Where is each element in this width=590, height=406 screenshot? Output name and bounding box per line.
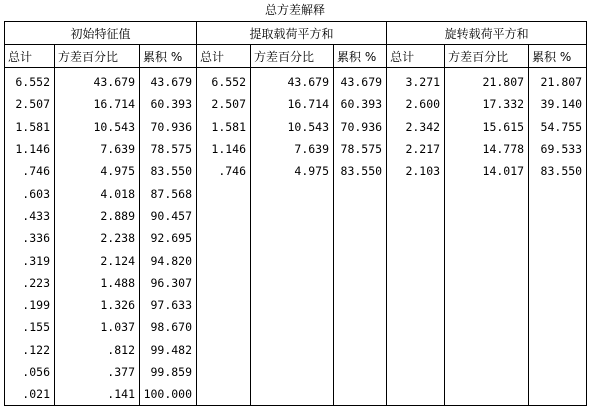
extract-total-cell xyxy=(197,272,251,294)
init-total-cell: 6.552 xyxy=(5,68,55,94)
extract-variance-pct-cell xyxy=(251,182,334,204)
col-header-total: 总计 xyxy=(387,45,445,68)
rotate-variance-pct-cell: 21.807 xyxy=(445,68,529,94)
init-total-cell: 1.146 xyxy=(5,138,55,160)
rotate-total-cell xyxy=(387,361,445,383)
init-total-cell: .122 xyxy=(5,339,55,361)
rotate-variance-pct-cell xyxy=(445,272,529,294)
rotate-cumulative-pct-cell xyxy=(529,383,587,406)
rotate-total-cell xyxy=(387,339,445,361)
init-variance-pct-cell: 4.018 xyxy=(55,182,140,204)
extract-cumulative-pct-cell xyxy=(334,272,387,294)
init-cumulative-pct-cell: 92.695 xyxy=(140,227,197,249)
rotate-total-cell: 2.600 xyxy=(387,93,445,115)
extract-cumulative-pct-cell: 60.393 xyxy=(334,93,387,115)
extract-total-cell xyxy=(197,294,251,316)
rotate-cumulative-pct-cell xyxy=(529,205,587,227)
extract-variance-pct-cell xyxy=(251,383,334,406)
extract-cumulative-pct-cell: 83.550 xyxy=(334,160,387,182)
extract-variance-pct-cell xyxy=(251,361,334,383)
rotate-variance-pct-cell xyxy=(445,182,529,204)
rotate-total-cell xyxy=(387,383,445,406)
extract-cumulative-pct-cell: 70.936 xyxy=(334,116,387,138)
rotate-total-cell: 2.103 xyxy=(387,160,445,182)
rotate-variance-pct-cell: 14.778 xyxy=(445,138,529,160)
table-row xyxy=(5,116,587,138)
table-row xyxy=(5,138,587,160)
table-row xyxy=(5,383,587,406)
rotate-variance-pct-cell xyxy=(445,227,529,249)
rotate-total-cell xyxy=(387,294,445,316)
extract-total-cell xyxy=(197,316,251,338)
col-header-cumulative-pct: 累积 % xyxy=(334,45,387,68)
init-variance-pct-cell: 2.124 xyxy=(55,249,140,271)
extract-variance-pct-cell: 43.679 xyxy=(251,68,334,94)
extract-variance-pct-cell xyxy=(251,272,334,294)
extract-cumulative-pct-cell xyxy=(334,339,387,361)
rotate-cumulative-pct-cell xyxy=(529,361,587,383)
init-total-cell: .021 xyxy=(5,383,55,406)
col-header-variance-pct: 方差百分比 xyxy=(251,45,334,68)
rotate-total-cell: 2.342 xyxy=(387,116,445,138)
table-row xyxy=(5,361,587,383)
table-row xyxy=(5,339,587,361)
rotate-total-cell xyxy=(387,227,445,249)
rotate-cumulative-pct-cell: 21.807 xyxy=(529,68,587,94)
extract-total-cell: 1.146 xyxy=(197,138,251,160)
extract-cumulative-pct-cell xyxy=(334,227,387,249)
rotate-variance-pct-cell xyxy=(445,294,529,316)
rotate-variance-pct-cell: 17.332 xyxy=(445,93,529,115)
init-variance-pct-cell: 16.714 xyxy=(55,93,140,115)
table-row xyxy=(5,272,587,294)
extract-variance-pct-cell: 10.543 xyxy=(251,116,334,138)
rotate-variance-pct-cell: 15.615 xyxy=(445,116,529,138)
rotate-total-cell: 3.271 xyxy=(387,68,445,94)
extract-variance-pct-cell xyxy=(251,249,334,271)
extract-variance-pct-cell xyxy=(251,339,334,361)
init-total-cell: .056 xyxy=(5,361,55,383)
extract-cumulative-pct-cell: 78.575 xyxy=(334,138,387,160)
init-cumulative-pct-cell: 96.307 xyxy=(140,272,197,294)
extract-variance-pct-cell: 4.975 xyxy=(251,160,334,182)
init-variance-pct-cell: 2.889 xyxy=(55,205,140,227)
init-variance-pct-cell: 10.543 xyxy=(55,116,140,138)
init-cumulative-pct-cell: 87.568 xyxy=(140,182,197,204)
rotate-cumulative-pct-cell xyxy=(529,249,587,271)
rotate-cumulative-pct-cell xyxy=(529,294,587,316)
rotate-total-cell xyxy=(387,272,445,294)
rotate-variance-pct-cell: 14.017 xyxy=(445,160,529,182)
extract-cumulative-pct-cell xyxy=(334,249,387,271)
init-cumulative-pct-cell: 94.820 xyxy=(140,249,197,271)
table-row xyxy=(5,93,587,115)
init-variance-pct-cell: .377 xyxy=(55,361,140,383)
table-title: 总方差解释 xyxy=(264,3,325,17)
table-body xyxy=(5,68,587,406)
extract-cumulative-pct-cell: 43.679 xyxy=(334,68,387,94)
rotate-variance-pct-cell xyxy=(445,383,529,406)
init-total-cell: .199 xyxy=(5,294,55,316)
rotate-variance-pct-cell xyxy=(445,361,529,383)
init-total-cell: .319 xyxy=(5,249,55,271)
table-row xyxy=(5,249,587,271)
rotate-cumulative-pct-cell: 54.755 xyxy=(529,116,587,138)
variance-table xyxy=(4,21,587,406)
extract-cumulative-pct-cell xyxy=(334,205,387,227)
rotate-cumulative-pct-cell: 39.140 xyxy=(529,93,587,115)
rotate-cumulative-pct-cell xyxy=(529,339,587,361)
init-cumulative-pct-cell: 43.679 xyxy=(140,68,197,94)
col-header-total: 总计 xyxy=(197,45,251,68)
extract-total-cell xyxy=(197,205,251,227)
rotate-total-cell: 2.217 xyxy=(387,138,445,160)
rotate-total-cell xyxy=(387,182,445,204)
extract-cumulative-pct-cell xyxy=(334,383,387,406)
init-cumulative-pct-cell: 83.550 xyxy=(140,160,197,182)
init-total-cell: .223 xyxy=(5,272,55,294)
init-variance-pct-cell: .812 xyxy=(55,339,140,361)
rotate-total-cell xyxy=(387,316,445,338)
rotate-cumulative-pct-cell xyxy=(529,272,587,294)
init-cumulative-pct-cell: 90.457 xyxy=(140,205,197,227)
extract-total-cell xyxy=(197,361,251,383)
col-header-variance-pct: 方差百分比 xyxy=(445,45,529,68)
init-cumulative-pct-cell: 60.393 xyxy=(140,93,197,115)
extract-variance-pct-cell xyxy=(251,227,334,249)
extract-cumulative-pct-cell xyxy=(334,316,387,338)
init-total-cell: .433 xyxy=(5,205,55,227)
rotate-variance-pct-cell xyxy=(445,205,529,227)
init-cumulative-pct-cell: 98.670 xyxy=(140,316,197,338)
init-variance-pct-cell: 4.975 xyxy=(55,160,140,182)
init-cumulative-pct-cell: 100.000 xyxy=(140,383,197,406)
extract-total-cell: 2.507 xyxy=(197,93,251,115)
group-header-initial: 初始特征值 xyxy=(5,22,197,45)
extract-total-cell: 6.552 xyxy=(197,68,251,94)
extract-total-cell: 1.581 xyxy=(197,116,251,138)
rotate-total-cell xyxy=(387,205,445,227)
table-row xyxy=(5,68,587,94)
rotate-cumulative-pct-cell xyxy=(529,182,587,204)
extract-variance-pct-cell xyxy=(251,294,334,316)
extract-total-cell: .746 xyxy=(197,160,251,182)
init-cumulative-pct-cell: 70.936 xyxy=(140,116,197,138)
init-cumulative-pct-cell: 99.482 xyxy=(140,339,197,361)
col-header-total: 总计 xyxy=(5,45,55,68)
init-total-cell: .336 xyxy=(5,227,55,249)
init-variance-pct-cell: 1.488 xyxy=(55,272,140,294)
table-row xyxy=(5,294,587,316)
extract-variance-pct-cell xyxy=(251,205,334,227)
init-variance-pct-cell: 1.326 xyxy=(55,294,140,316)
rotate-variance-pct-cell xyxy=(445,339,529,361)
table-row xyxy=(5,227,587,249)
rotate-cumulative-pct-cell xyxy=(529,316,587,338)
init-cumulative-pct-cell: 78.575 xyxy=(140,138,197,160)
rotate-cumulative-pct-cell xyxy=(529,227,587,249)
table-row xyxy=(5,182,587,204)
rotate-variance-pct-cell xyxy=(445,249,529,271)
extract-variance-pct-cell xyxy=(251,316,334,338)
init-total-cell: .155 xyxy=(5,316,55,338)
init-total-cell: .746 xyxy=(5,160,55,182)
init-total-cell: .603 xyxy=(5,182,55,204)
init-total-cell: 1.581 xyxy=(5,116,55,138)
rotate-cumulative-pct-cell: 83.550 xyxy=(529,160,587,182)
extract-total-cell xyxy=(197,339,251,361)
extract-cumulative-pct-cell xyxy=(334,361,387,383)
init-variance-pct-cell: 1.037 xyxy=(55,316,140,338)
table-row xyxy=(5,160,587,182)
init-cumulative-pct-cell: 97.633 xyxy=(140,294,197,316)
extract-total-cell xyxy=(197,182,251,204)
col-header-cumulative-pct: 累积 % xyxy=(529,45,587,68)
subheader-row xyxy=(5,45,587,68)
rotate-variance-pct-cell xyxy=(445,316,529,338)
init-variance-pct-cell: 7.639 xyxy=(55,138,140,160)
group-header-row xyxy=(5,22,587,45)
col-header-variance-pct: 方差百分比 xyxy=(55,45,140,68)
table-row xyxy=(5,316,587,338)
col-header-cumulative-pct: 累积 % xyxy=(140,45,197,68)
init-variance-pct-cell: .141 xyxy=(55,383,140,406)
init-cumulative-pct-cell: 99.859 xyxy=(140,361,197,383)
extract-cumulative-pct-cell xyxy=(334,182,387,204)
table-row xyxy=(5,205,587,227)
group-header-rotation: 旋转载荷平方和 xyxy=(387,22,587,45)
extract-variance-pct-cell: 16.714 xyxy=(251,93,334,115)
extract-total-cell xyxy=(197,249,251,271)
init-variance-pct-cell: 43.679 xyxy=(55,68,140,94)
extract-cumulative-pct-cell xyxy=(334,294,387,316)
extract-total-cell xyxy=(197,383,251,406)
extract-variance-pct-cell: 7.639 xyxy=(251,138,334,160)
rotate-total-cell xyxy=(387,249,445,271)
init-total-cell: 2.507 xyxy=(5,93,55,115)
extract-total-cell xyxy=(197,227,251,249)
rotate-cumulative-pct-cell: 69.533 xyxy=(529,138,587,160)
group-header-extraction: 提取载荷平方和 xyxy=(197,22,387,45)
init-variance-pct-cell: 2.238 xyxy=(55,227,140,249)
